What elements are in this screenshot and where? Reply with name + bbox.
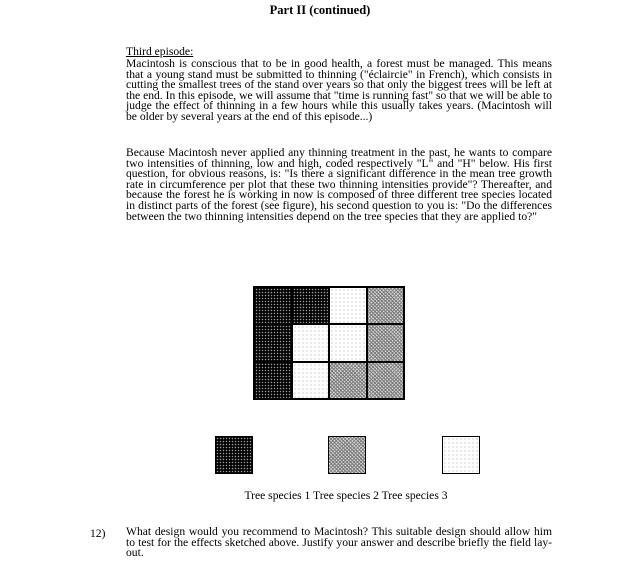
legend-label: Tree species 1 Tree species 2 Tree species 3 bbox=[244, 489, 448, 502]
episode-paragraph-2: Because Macintosh never applied any thinning treatment in the past, he wants to compare two intensities of thinning, low and high, coded respectively "L" and "H" below. His first question, for obvious reasons, is: "Is there a significant difference in the mean tree growth rate in circumference per plot that these two thinning intensities provide"? Thereafter, and because the forest he is working in now is composed of three different tree species located in distinct parts of the forest (see figure), his second question to you is: "Do the differences between the two thinning intensities depend on the tree species that they are applied to?" bbox=[126, 146, 552, 223]
plot-cell bbox=[254, 324, 292, 361]
forest-plot-grid bbox=[253, 286, 405, 400]
page-title: Part II (continued) bbox=[269, 3, 371, 17]
plot-cell bbox=[367, 324, 405, 361]
plot-cell bbox=[329, 362, 367, 399]
plot-cell bbox=[292, 324, 330, 361]
episode-paragraph-1: Macintosh is conscious that to be in good health, a forest must be managed. This means that a young stand must be submitted to thinning ("éclaircie" in French), which consists in cutting the smallest trees of the stand over years so that only the biggest trees will be left at the end. In this episode, we will assume that "time is running fast" so that we will be able to judge the effect of thinning in a few hours while this usually takes years. (Macintosh will be older by several years at the end of this episode...) bbox=[126, 57, 552, 123]
plot-cell bbox=[254, 287, 292, 324]
plot-cell bbox=[329, 287, 367, 324]
legend-swatch-species-1 bbox=[215, 436, 253, 474]
plot-cell bbox=[254, 362, 292, 399]
plot-cell bbox=[367, 287, 405, 324]
question-text: What design would you recommend to Macintosh? This suitable design should allow him to test for the effects sketched above. Justify your answer and describe briefly the field lay-out. bbox=[126, 525, 552, 560]
legend-swatch-species-2 bbox=[328, 436, 366, 474]
legend-swatch-species-3 bbox=[442, 436, 480, 474]
plot-cell bbox=[292, 287, 330, 324]
question-number: 12) bbox=[90, 527, 106, 540]
episode-heading: Third episode: bbox=[126, 45, 194, 58]
plot-cell bbox=[329, 324, 367, 361]
plot-cell bbox=[292, 362, 330, 399]
plot-cell bbox=[367, 362, 405, 399]
